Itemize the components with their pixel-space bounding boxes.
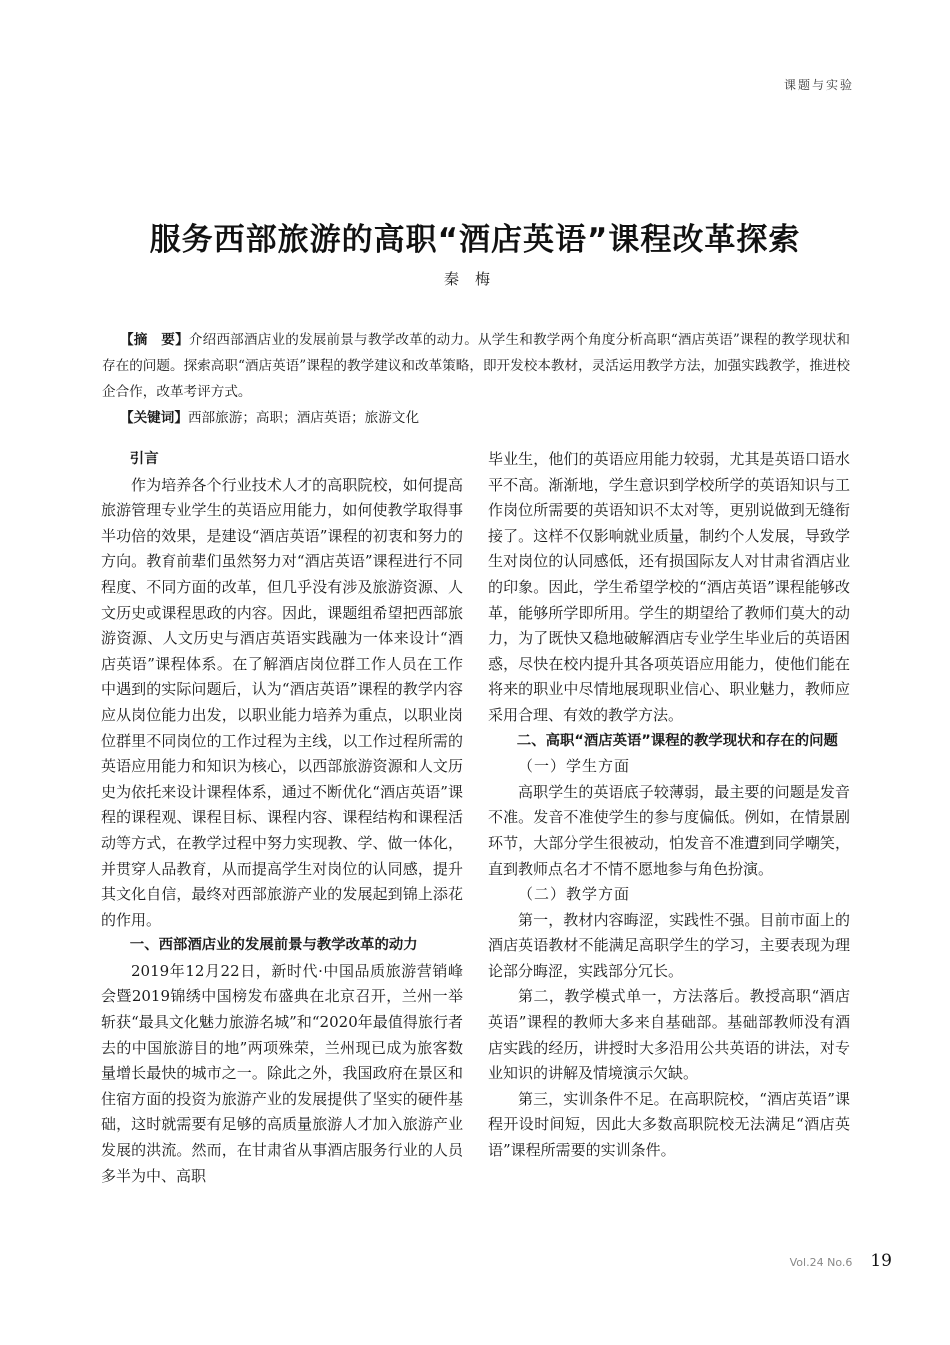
abstract-label: 【摘 要】 bbox=[120, 332, 189, 348]
page-number: 19 bbox=[870, 1251, 892, 1271]
abstract-text: 介绍西部酒店业的发展前景与教学改革的动力。从学生和教学两个角度分析高职“酒店英语”课程的教学现状和存在的问题。探索高职“酒店英语”课程的教学建议和改革策略，即开发校本教材，灵活运用教学方法，加强实践教学，推进校企合作，改革考评方式。 bbox=[102, 332, 850, 400]
teaching-point-2: 第二，教学模式单一，方法落后。教授高职“酒店英语”课程的教师大多来自基础部。基础部教师没有酒店实践的经历，讲授时大多沿用公共英语的讲法，对专业知识的讲解及情境演示欠缺。 bbox=[488, 987, 850, 1083]
continued-paragraph: 毕业生，他们的英语应用能力较弱，尤其是英语口语水平不高。渐渐地，学生意识到学校所学的英语知识与工作岗位所需要的英语知识不太对等，更别说做到无缝衔接了。这样不仅影响就业质量，制约个人发展，导致学生对岗位的认同感低，还有损国际友人对甘肃省酒店业的印象。因此，学生希望学校的“酒店英语”课程能够改革，能够所学即所用。学生的期望给了教师们莫大的动力，为了既快又稳地破解酒店专业学生毕业后的英语困惑，尽快在校内提升其各项英语应用能力，使他们能在将来的职业中尽情地展现职业信心、职业魅力，教师应采用合理、有效的教学方法。 bbox=[488, 450, 850, 724]
right-column bbox=[488, 447, 850, 1164]
intro-paragraph: 作为培养各个行业技术人才的高职院校，如何提高旅游管理专业学生的英语应用能力，如何使教学取得事半功倍的效果，是建设“酒店英语”课程的初衷和努力的方向。教育前辈们虽然努力对“酒店英语”课程进行不同程度、不同方面的改革，但几乎没有涉及旅游资源、人文历史或课程思政的内容。因此，课题组希望把西部旅游资源、人文历史与酒店英语实践融为一体来设计“酒店英语”课程体系。在了解酒店岗位群工作人员在工作中遇到的实际问题后，认为“酒店英语”课程的教学内容应从岗位能力出发，以职业能力培养为重点，以职业岗位群里不同岗位的工作过程为主线，以工作过程所需的英语应用能力和知识为核心，以西部旅游资源和人文历史为依托来设计课程体系，通过不断优化“酒店英语”课程的课程观、课程目标、课程内容、课程结构和课程活动等方式，在教学过程中努力实现教、学、做一体化，并贯穿人品教育，从而提高学生对岗位的认同感，提升其文化自信，最终对西部旅游产业的发展起到锦上添花的作用。 bbox=[101, 475, 463, 929]
keywords bbox=[120, 405, 850, 431]
section2-heading: 二、高职“酒店英语”课程的教学现状和存在的问题 bbox=[516, 732, 838, 749]
subsection-students-paragraph: 高职学生的英语底子较薄弱，最主要的问题是发音不准。发音不准使学生的参与度偏低。例如，在情景剧环节，大部分学生很被动，怕发音不准遭到同学嘲笑，直到教师点名才不情不愿地参与角色扮演。 bbox=[488, 782, 850, 878]
left-column bbox=[101, 447, 463, 1189]
teaching-point-1: 第一，教材内容晦涩，实践性不强。目前市面上的酒店英语教材不能满足高职学生的学习，主要表现为理论部分晦涩，实践部分冗长。 bbox=[488, 910, 850, 980]
subsection-students-heading: （一）学生方面 bbox=[518, 757, 631, 776]
abstract bbox=[102, 327, 850, 405]
subsection-teaching-heading: （二）教学方面 bbox=[518, 885, 631, 904]
page-footer bbox=[790, 1251, 892, 1271]
section1-paragraph: 2019年12月22日，新时代·中国品质旅游营销峰会暨2019锦绣中国榜发布盛典在北京召开，兰州一举斩获“最具文化魅力旅游名城”和“2020年最值得旅行者去的中国旅游目的地”两项殊荣，兰州现已成为旅客数量增长最快的城市之一。除此之外，我国政府在景区和住宿方面的投资为旅游产业的发展提供了坚实的硬件基础，这时就需要有足够的高质量旅游人才加入旅游产业发展的洪流。然而，在甘肃省从事酒店服务行业的人员多半为中、高职 bbox=[101, 961, 463, 1185]
running-head: 课题与实验 bbox=[783, 78, 854, 92]
keywords-text: 西部旅游；高职；酒店英语；旅游文化 bbox=[187, 410, 420, 426]
volume-issue: Vol.24 No.6 bbox=[789, 1256, 853, 1269]
teaching-point-3: 第三，实训条件不足。在高职院校，“酒店英语”课程开设时间短，因此大多数高职院校无法满足“酒店英语”课程所需要的实训条件。 bbox=[488, 1089, 850, 1160]
author-name: 秦梅 bbox=[443, 270, 506, 288]
intro-heading: 引言 bbox=[129, 451, 159, 467]
keywords-label: 【关键词】 bbox=[120, 410, 188, 426]
article-title: 服务西部旅游的高职“酒店英语”课程改革探索 bbox=[149, 222, 801, 258]
section1-heading: 一、西部酒店业的发展前景与教学改革的动力 bbox=[129, 937, 418, 954]
